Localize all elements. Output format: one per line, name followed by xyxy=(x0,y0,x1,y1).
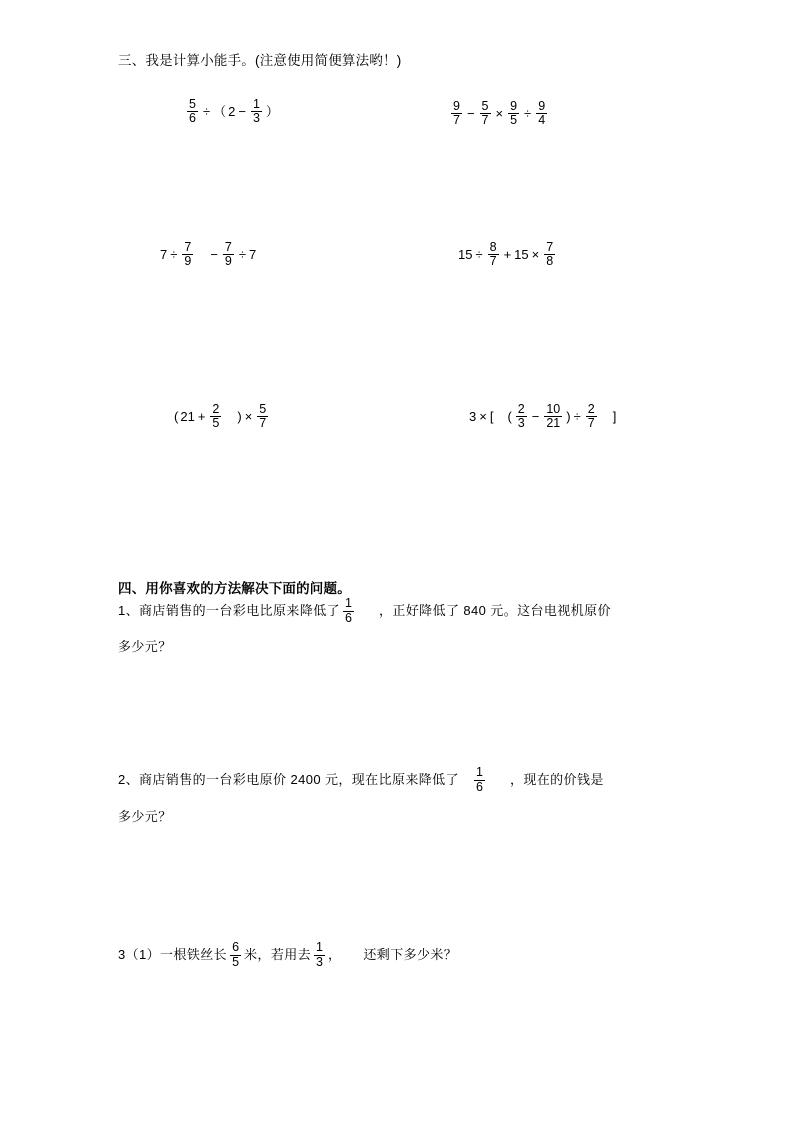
operator-divide: ÷ xyxy=(524,106,532,122)
fraction-1-6b: $\frac{1}{6}$ xyxy=(475,765,483,794)
fraction-2-7: $\frac{2}{7}$ xyxy=(587,402,595,431)
fraction-6-5: $\frac{6}{5}$ xyxy=(232,940,240,969)
paren-left: ( xyxy=(507,409,512,425)
word-problem-3 xyxy=(118,940,457,970)
operator-divide: ÷ xyxy=(573,409,581,425)
paren-right: ) xyxy=(237,409,242,425)
word-problem-1-line2 xyxy=(118,632,172,662)
operator-plus: + xyxy=(503,247,512,263)
fraction-1-3b: $\frac{1}{3}$ xyxy=(316,940,323,969)
paren-left: ( xyxy=(174,409,179,425)
problem-1-lead: 1、商店销售的一台彩电比原来降低了 xyxy=(118,603,341,618)
expression-4 xyxy=(457,241,558,268)
operator-divide: ÷ xyxy=(170,247,178,263)
problem-3-tail2: 还剩下多少米？ xyxy=(363,947,458,962)
operator-multiply: × xyxy=(244,409,253,425)
paren-right: ) xyxy=(566,409,571,425)
operator-multiply: × xyxy=(479,409,487,425)
expression-1 xyxy=(184,98,280,125)
operator-plus: + xyxy=(197,409,206,425)
problem-2-tail: ，现在的价钱是 xyxy=(509,772,604,787)
fraction-9-4: $\frac{9}{4}$ xyxy=(538,99,546,128)
fraction-8-7: $\frac{8}{7}$ xyxy=(489,240,497,269)
expression-3 xyxy=(159,241,257,268)
fraction-9-5: $\frac{9}{5}$ xyxy=(510,99,518,128)
number-7b: 7 xyxy=(249,247,257,263)
bracket-left: [ xyxy=(489,409,494,425)
problem-2-lead: 2、商店销售的一台彩电原价 2400 元，现在比原来降低了 xyxy=(118,772,459,787)
fraction-7-8: $\frac{7}{8}$ xyxy=(546,240,554,269)
number-3: 3 xyxy=(469,409,477,425)
expression-2 xyxy=(448,100,550,127)
section-4-heading: 四、用你喜欢的方法解决下面的问题。 xyxy=(118,581,351,596)
operator-divide: ÷ xyxy=(238,247,247,263)
word-problem-2-line1 xyxy=(118,765,604,795)
operator-minus: − xyxy=(531,409,540,425)
word-problem-1-line1 xyxy=(118,596,611,626)
problem-3-mid: 米，若用去 xyxy=(244,947,312,962)
problem-3-tail: ， xyxy=(327,947,342,962)
fraction-1-6: $\frac{1}{6}$ xyxy=(345,596,352,625)
number-7: 7 xyxy=(160,247,168,263)
paren-left: （ xyxy=(213,104,227,120)
problem-2-line2: 多少元？ xyxy=(118,809,172,824)
bracket-right: ] xyxy=(612,409,617,425)
number-2: 2 xyxy=(228,104,236,120)
number-15: 15 xyxy=(458,247,473,263)
fraction-7-9: $\frac{7}{9}$ xyxy=(184,240,192,269)
section-3-heading: 三、我是计算小能手。(注意使用简便算法哟！) xyxy=(118,53,402,68)
operator-multiply: × xyxy=(495,106,504,122)
expression-5 xyxy=(173,403,271,430)
paren-right: ） xyxy=(265,104,279,120)
fraction-1-3: $\frac{1}{3}$ xyxy=(252,97,260,126)
operator-minus: − xyxy=(238,104,246,120)
number-15b: 15 xyxy=(514,247,529,263)
fraction-5-7: $\frac{5}{7}$ xyxy=(481,99,489,128)
operator-multiply: × xyxy=(531,247,540,263)
problem-3-lead: 3（1）一根铁丝长 xyxy=(118,947,228,962)
operator-minus: − xyxy=(466,106,475,122)
number-21: 21 xyxy=(180,409,195,425)
fraction-9-7: $\frac{9}{7}$ xyxy=(453,99,460,128)
operator-divide: ÷ xyxy=(475,247,483,263)
operator-divide: ÷ xyxy=(202,104,211,120)
fraction-7-9b: $\frac{7}{9}$ xyxy=(224,240,232,269)
fraction-2-5: $\frac{2}{5}$ xyxy=(212,402,220,431)
problem-1-tail: ，正好降低了 840 元。这台电视机原价 xyxy=(378,603,611,618)
problem-1-line2: 多少元？ xyxy=(118,639,172,654)
operator-minus: − xyxy=(210,247,218,263)
fraction-10-21: $\frac{10}{21}$ xyxy=(546,402,561,431)
expression-6 xyxy=(468,403,617,430)
fraction-5-7b: $\frac{5}{7}$ xyxy=(259,402,267,431)
word-problem-2-line2 xyxy=(118,802,172,832)
fraction-2-3: $\frac{2}{3}$ xyxy=(517,402,525,431)
fraction-5-6: $\frac{5}{6}$ xyxy=(189,97,196,126)
